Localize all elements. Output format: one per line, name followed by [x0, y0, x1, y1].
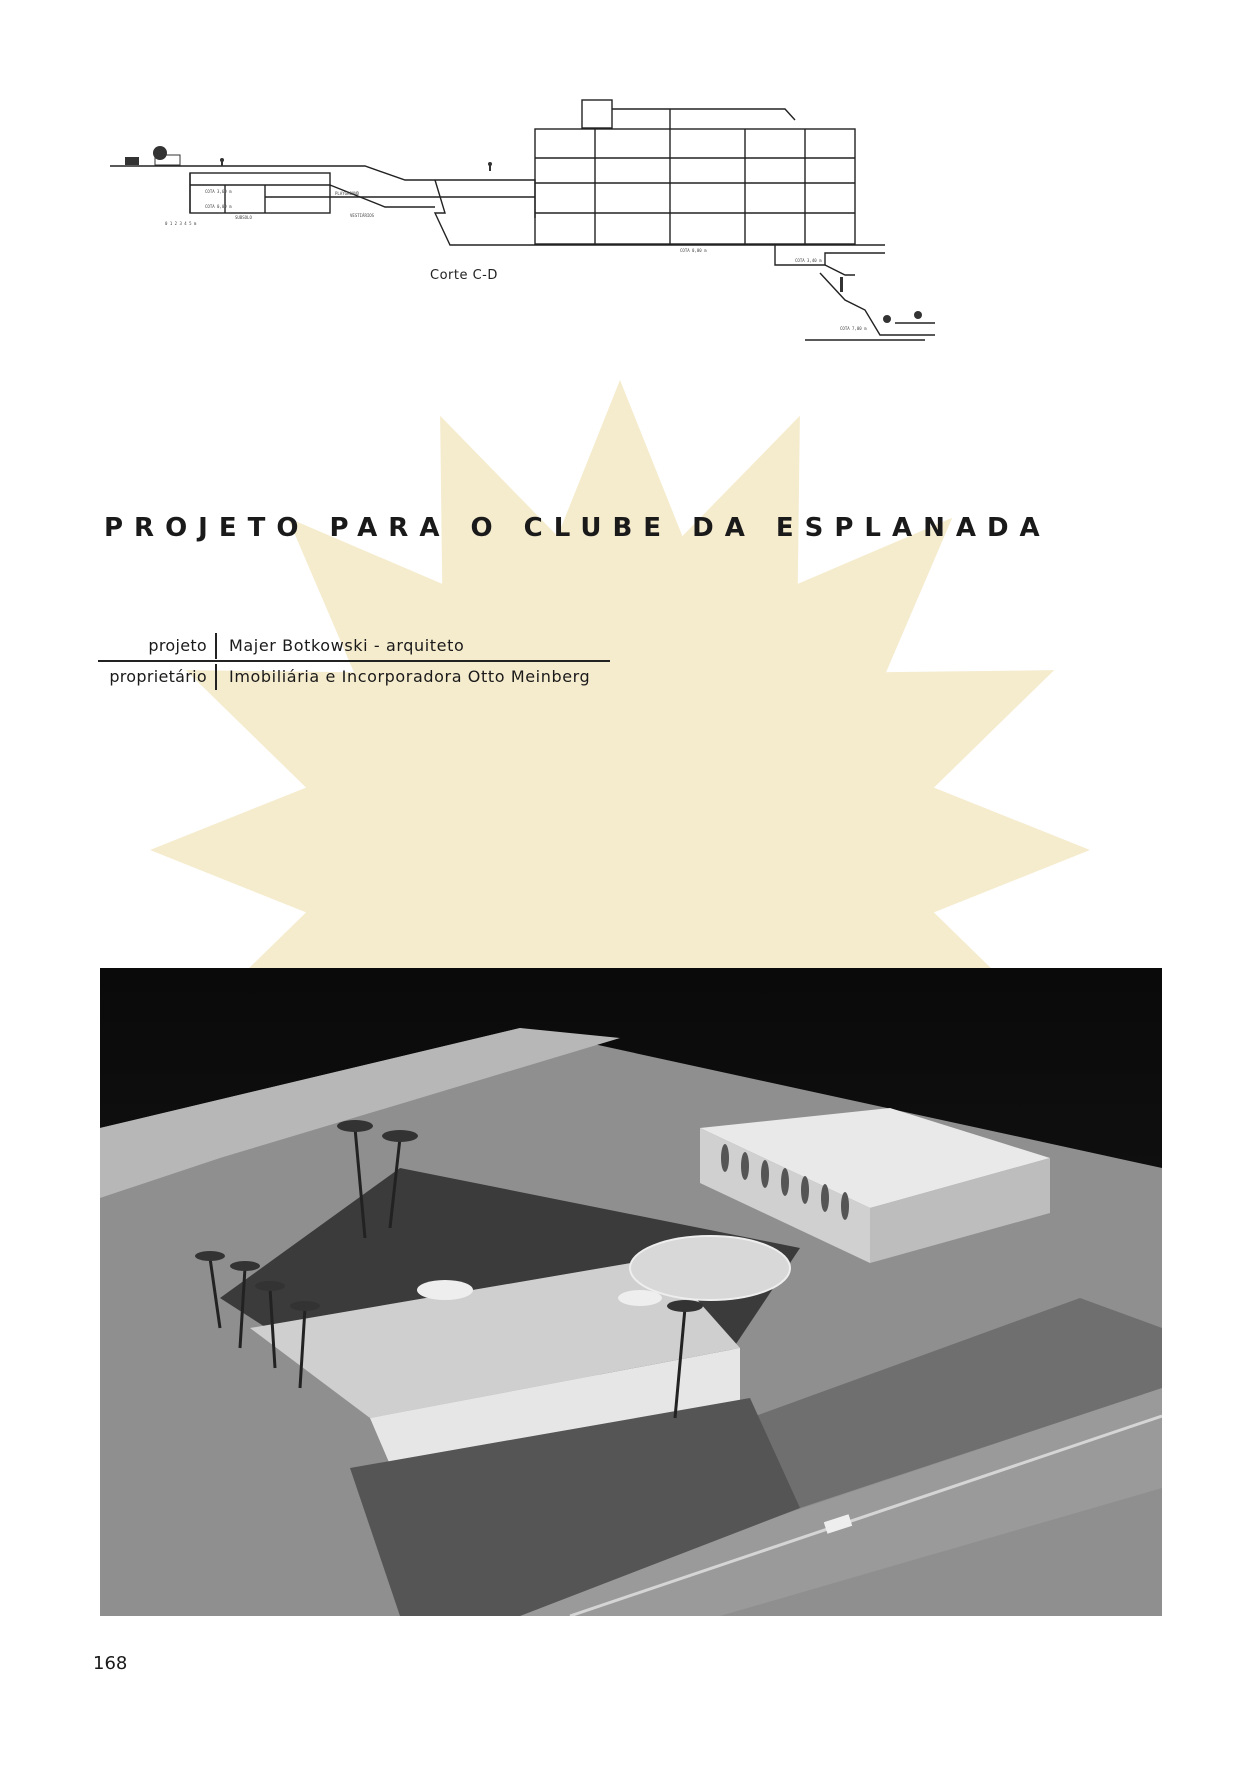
- model-photograph: [100, 968, 1162, 1616]
- svg-text:COTA 3,60 m: COTA 3,60 m: [205, 189, 232, 194]
- section-drawing-corte-cd: [105, 95, 1065, 365]
- svg-text:COTA 0,00 m: COTA 0,00 m: [680, 248, 707, 253]
- svg-text:SUBSOLO: SUBSOLO: [235, 215, 252, 220]
- svg-text:COTA 0,00 m: COTA 0,00 m: [205, 204, 232, 209]
- credit-label-proprietario: proprietário: [109, 667, 207, 686]
- credit-label-projeto: projeto: [148, 636, 207, 655]
- svg-text:COTA 7,00 m: COTA 7,00 m: [840, 326, 867, 331]
- svg-text:0 1 2 3 4 5 m: 0 1 2 3 4 5 m: [165, 221, 197, 226]
- credit-value-architect: Majer Botkowski - arquiteto: [229, 636, 465, 655]
- section-caption: Corte C-D: [430, 268, 498, 283]
- credit-value-owner: Imobiliária e Incorporadora Otto Meinberg: [229, 667, 591, 686]
- svg-text:VESTIÁRIOS: VESTIÁRIOS: [350, 213, 375, 218]
- page-title: PROJETO PARA O CLUBE DA ESPLANADA: [104, 513, 1051, 544]
- credit-divider-line: [98, 660, 610, 662]
- svg-text:PLAYGROUND: PLAYGROUND: [335, 191, 360, 196]
- credit-row-projeto: [98, 630, 590, 661]
- credit-row-proprietario: [98, 661, 590, 692]
- page-number: 168: [93, 1653, 128, 1674]
- svg-text:COTA 3,40 m: COTA 3,40 m: [795, 258, 822, 263]
